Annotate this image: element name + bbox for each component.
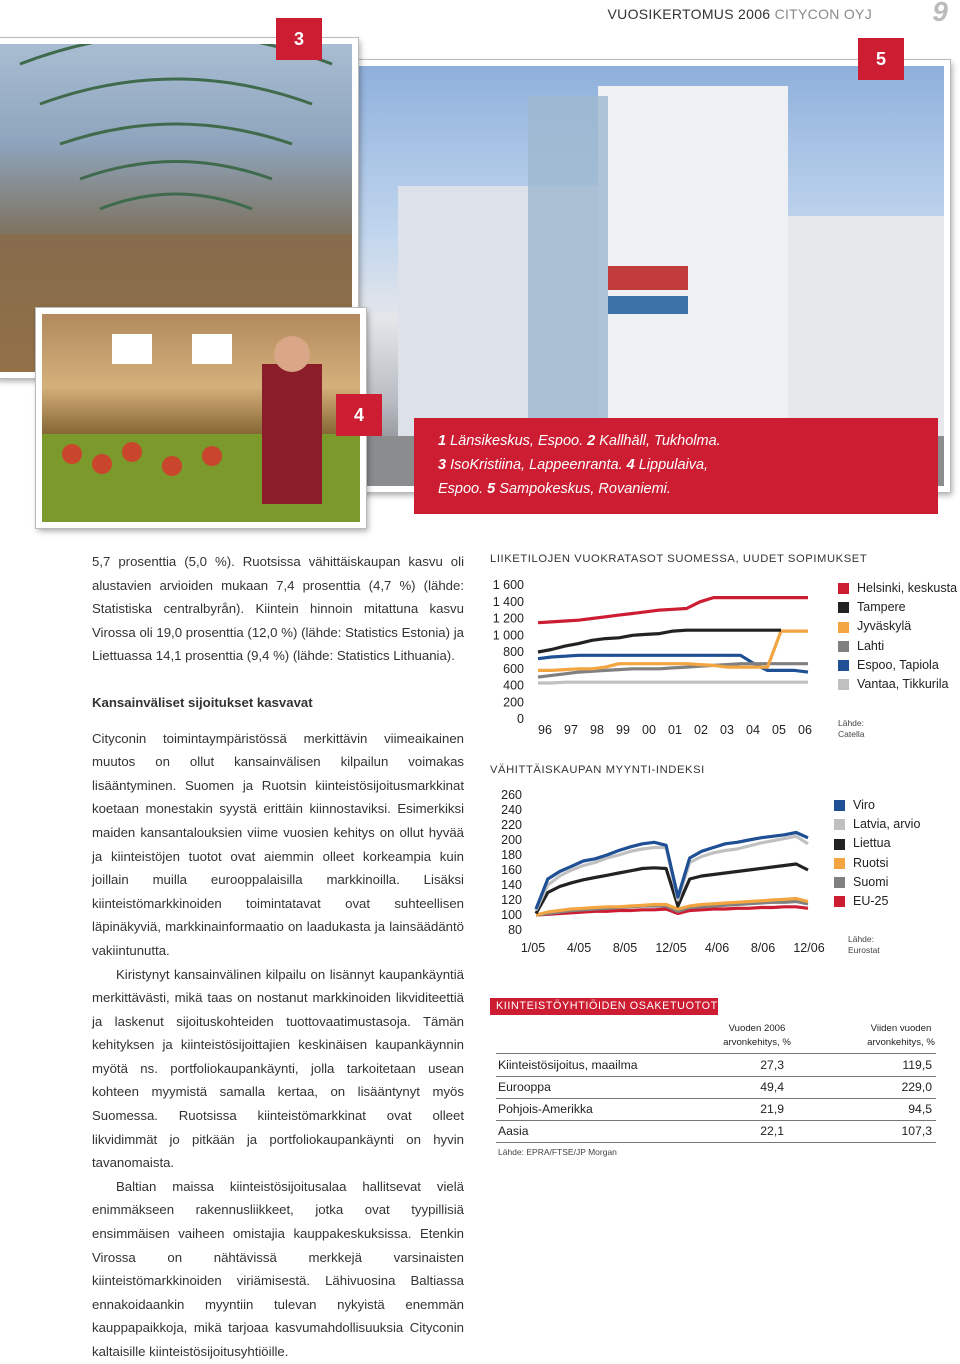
row-label: Aasia: [498, 1124, 529, 1138]
caption-text-1: Länsikeskus, Espoo.: [446, 433, 588, 449]
x-tick-label: 4/06: [704, 941, 730, 955]
y-tick-label: 200: [503, 695, 524, 710]
y-tick-label: 400: [503, 678, 524, 693]
col2-line1: Viiden vuoden: [870, 1023, 932, 1034]
photo-label-5: 5: [858, 38, 904, 80]
y-tick-label: 260: [501, 788, 522, 802]
y-tick-label: 200: [501, 833, 522, 847]
legend-label: Ruotsi: [853, 855, 889, 870]
chart1-source-name: Catella: [838, 729, 865, 739]
table-col-5yr: [846, 1022, 956, 1050]
legend-swatch: [838, 602, 849, 613]
row-value-5yr: 229,0: [901, 1080, 932, 1094]
row-label: Kiinteistösijoitus, maailma: [498, 1058, 638, 1072]
row-value-2006: 27,3: [760, 1058, 784, 1072]
caption-text-3: IsoKristiina, Lappeenranta.: [446, 457, 627, 473]
chart2-legend: [834, 796, 920, 911]
y-tick-label: 80: [508, 923, 522, 937]
x-tick-label: 1/05: [520, 941, 546, 955]
caption-text-4: Lippulaiva,: [634, 457, 709, 473]
y-tick-label: 800: [503, 645, 524, 659]
fruit-stand-illustration: [42, 314, 360, 522]
x-tick-label: 01: [668, 723, 682, 737]
series-line-jyv-skyl-: [538, 631, 808, 670]
paragraph-3: Kiristynyt kansainvälinen kilpailu on lisännyt kaupankäyntiä merkittävästi, mikä taas on nostanut markkinoiden likviditeettiä ja laskenut sijoituskohteiden tuottovaatimustasoja. Tämän kehityksen ja kiinteistösijoittajien keskinäisen kaupankäynnin myötä ns. portfoliokaupankäynti, jolla tarkoitetaan usean kohteen myymistä samalla kertaa, on lisääntynyt myös Suomessa. Ruotsissa kiinteistömarkkinat ovat olleet likvidimmät jo pitkään ja portfoliokaupankäynti on hyvin tavanomaista.: [92, 966, 464, 1171]
table-title: KIINTEISTÖYHTIÖIDEN OSAKETUOTOT: [490, 998, 718, 1015]
legend-swatch: [834, 858, 845, 869]
legend-label: Vantaa, Tikkurila: [857, 677, 949, 692]
row-label: Eurooppa: [498, 1080, 551, 1094]
caption-text-2: Kallhäll, Tukholma.: [595, 433, 721, 449]
legend-label: Helsinki, keskusta: [857, 581, 958, 595]
legend-label: Suomi: [853, 874, 889, 889]
row-label: Pohjois-Amerikka: [498, 1102, 593, 1116]
y-tick-label: 1 600: [492, 578, 524, 592]
y-tick-label: 600: [503, 661, 524, 676]
legend-label: Latvia, arvio: [853, 817, 921, 832]
x-tick-label: 04: [746, 723, 760, 737]
photo-label-4: 4: [336, 394, 382, 436]
section-heading: Kansainväliset sijoitukset kasvavat: [92, 694, 313, 710]
legend-label: Liettua: [853, 836, 891, 851]
row-value-5yr: 107,3: [901, 1124, 932, 1138]
x-tick-label: 99: [616, 723, 630, 737]
paragraph-1: 5,7 prosenttia (5,0 %). Ruotsissa vähittäiskaupan kasvu oli alustavien arvioiden mukaan 7,4 prosenttia (4,7 %) (lähde: Statistiska centralbyrån). Kiintein hinnoin mitattuna kasvu Virossa oli 19,0 prosenttia (12,0 %) (lähde: Statistics Estonia) ja Liettuassa 14,1 prosenttia (9,4 %) (lähde: Statistics Lithuania).: [92, 554, 464, 664]
table-rule: [496, 1053, 936, 1054]
legend-label: Jyväskylä: [857, 619, 912, 634]
chart2-source: [848, 934, 880, 956]
series-line-helsinki-keskusta: [538, 598, 808, 623]
y-tick-label: 180: [501, 848, 522, 862]
row-value-2006: 22,1: [760, 1124, 784, 1138]
caption-num-4: 4: [626, 457, 635, 473]
paragraph-4: Baltian maissa kiinteistösijoitusalaa hallitsevat vielä enimmäkseen rakennusliikkeet, jotka ovat tyypillisiä ensimmäisen vaiheen omistajia kauppakeskuksissa. Etenkin Virossa on nähtävissä merkkejä varsinaisten kiinteistömarkkinoiden viriämisestä. Lähivuosina Baltiassa ennakoidaankin myyntiin tulevan nykyistä enemmän kauppapaikkoja, mikä tarjoaa kasvumahdollisuuksia Cityconin kaltaisille kiinteistösijoitusyhtiöille.: [92, 1178, 464, 1359]
chart2-title: VÄHITTÄISKAUPAN MYYNTI-INDEKSI: [490, 764, 705, 776]
legend-label: EU-25: [853, 894, 889, 909]
chart1-source-label: Lähde:: [838, 718, 864, 728]
row-value-5yr: 94,5: [908, 1102, 932, 1116]
row-value-5yr: 119,5: [902, 1058, 932, 1072]
legend-item: [838, 637, 957, 656]
x-tick-label: 05: [772, 723, 786, 737]
table-row: [498, 1099, 936, 1120]
legend-swatch: [838, 660, 849, 671]
legend-item: [838, 675, 957, 694]
page-number: 9: [932, 0, 948, 27]
col1-line2: arvonkehitys, %: [723, 1037, 791, 1048]
retail-sales-index-chart: [486, 784, 836, 960]
x-tick-label: 8/06: [750, 941, 776, 955]
y-tick-label: 1 000: [492, 628, 524, 643]
y-tick-label: 0: [517, 712, 524, 726]
legend-swatch: [834, 800, 845, 811]
y-tick-label: 140: [501, 878, 522, 892]
chart1-legend: [838, 579, 957, 694]
legend-swatch: [834, 819, 845, 830]
legend-swatch: [838, 622, 849, 633]
legend-swatch: [838, 583, 849, 594]
table-rule: [496, 1142, 936, 1143]
y-tick-label: 1 200: [492, 611, 524, 626]
x-tick-label: 12/06: [793, 941, 825, 955]
caption-num-3: 3: [438, 457, 447, 473]
y-tick-label: 1 400: [492, 594, 524, 609]
table-row: [498, 1121, 936, 1142]
caption-num-2: 2: [587, 433, 596, 449]
legend-item: [834, 892, 920, 911]
x-tick-label: 4/05: [566, 941, 592, 955]
legend-swatch: [838, 641, 849, 652]
y-tick-label: 100: [501, 908, 522, 922]
x-tick-label: 12/05: [655, 941, 687, 955]
legend-label: Lahti: [857, 638, 885, 653]
x-tick-label: 98: [590, 723, 604, 737]
series-line-tampere: [538, 630, 781, 652]
table-source: Lähde: EPRA/FTSE/JP Morgan: [498, 1147, 617, 1157]
legend-swatch: [834, 839, 845, 850]
caption-text-5: Espoo.: [438, 481, 488, 497]
photo-caption: [414, 418, 938, 514]
legend-swatch: [834, 896, 845, 907]
legend-item: [834, 815, 920, 834]
legend-label: Espoo, Tapiola: [857, 657, 939, 672]
legend-item: [834, 796, 920, 815]
legend-swatch: [834, 877, 845, 888]
rent-levels-chart: [486, 574, 826, 744]
legend-item: [838, 617, 957, 636]
legend-item: [838, 579, 957, 598]
col2-line2: arvonkehitys, %: [867, 1037, 935, 1048]
legend-label: Viro: [853, 798, 876, 812]
chart1-title: LIIKETILOJEN VUOKRATASOT SUOMESSA, UUDET SOPIMUKSET: [490, 553, 868, 565]
table-row: [498, 1077, 936, 1098]
table-col-2006: [702, 1022, 812, 1050]
legend-swatch: [838, 679, 849, 690]
x-tick-label: 02: [694, 723, 708, 737]
body-text-column: [92, 550, 464, 1364]
y-tick-label: 240: [501, 803, 522, 817]
x-tick-label: 97: [564, 723, 578, 737]
photo-market-fruit: [36, 308, 366, 528]
row-value-2006: 49,4: [760, 1080, 784, 1094]
y-tick-label: 220: [501, 818, 522, 832]
row-value-2006: 21,9: [760, 1102, 784, 1116]
report-name: VUOSIKERTOMUS 2006: [607, 6, 771, 22]
running-header: [608, 6, 872, 22]
col1-line1: Vuoden 2006: [728, 1023, 786, 1034]
table-row: [498, 1055, 936, 1076]
caption-text-6: Sampokeskus, Rovaniemi.: [495, 481, 671, 497]
chart1-source: [838, 718, 864, 740]
x-tick-label: 03: [720, 723, 734, 737]
y-tick-label: 160: [501, 863, 522, 877]
x-tick-label: 06: [798, 723, 812, 737]
legend-label: Tampere: [857, 600, 906, 615]
company-name: CITYCON OYJ: [774, 6, 872, 22]
x-tick-label: 00: [642, 723, 656, 737]
chart2-source-label: Lähde:: [848, 934, 874, 944]
caption-num-1: 1: [438, 433, 447, 449]
x-tick-label: 8/05: [612, 941, 638, 955]
photo-label-3: 3: [276, 18, 322, 60]
series-line-viro: [536, 833, 808, 910]
legend-item: [834, 873, 920, 892]
legend-item: [834, 834, 920, 853]
series-line-vantaa-tikkurila: [538, 682, 808, 683]
y-tick-label: 120: [501, 893, 522, 907]
paragraph-2: Cityconin toimintaympäristössä merkittävin viimeaikainen muutos on ollut kansainvälisen kilpailun voimakas lisääntyminen. Suomen ja Ruotsin kiinteistösijoitusmarkkinat koetaan monestakin syystä erittäin kiinnostaviksi. Esimerkiksi maiden kansantalouksien viime vuosien kehitys on ollut hyvää ja kiinteistöjen tuotot ovat aiemmin olleet korkeampia kuin joillain muilla eurooppalaisilla markkinoilla. Lisäksi kiinteistömarkkinoiden toimintatavat ovat suhteellisen läpinäkyviä, markkinainformaatio on laadukasta ja lainsäädäntö vakiintunutta.: [92, 730, 464, 958]
chart2-source-name: Eurostat: [848, 945, 880, 955]
legend-item: [838, 656, 957, 675]
legend-item: [838, 598, 957, 617]
legend-item: [834, 854, 920, 873]
caption-num-5: 5: [487, 481, 496, 497]
x-tick-label: 96: [538, 723, 552, 737]
